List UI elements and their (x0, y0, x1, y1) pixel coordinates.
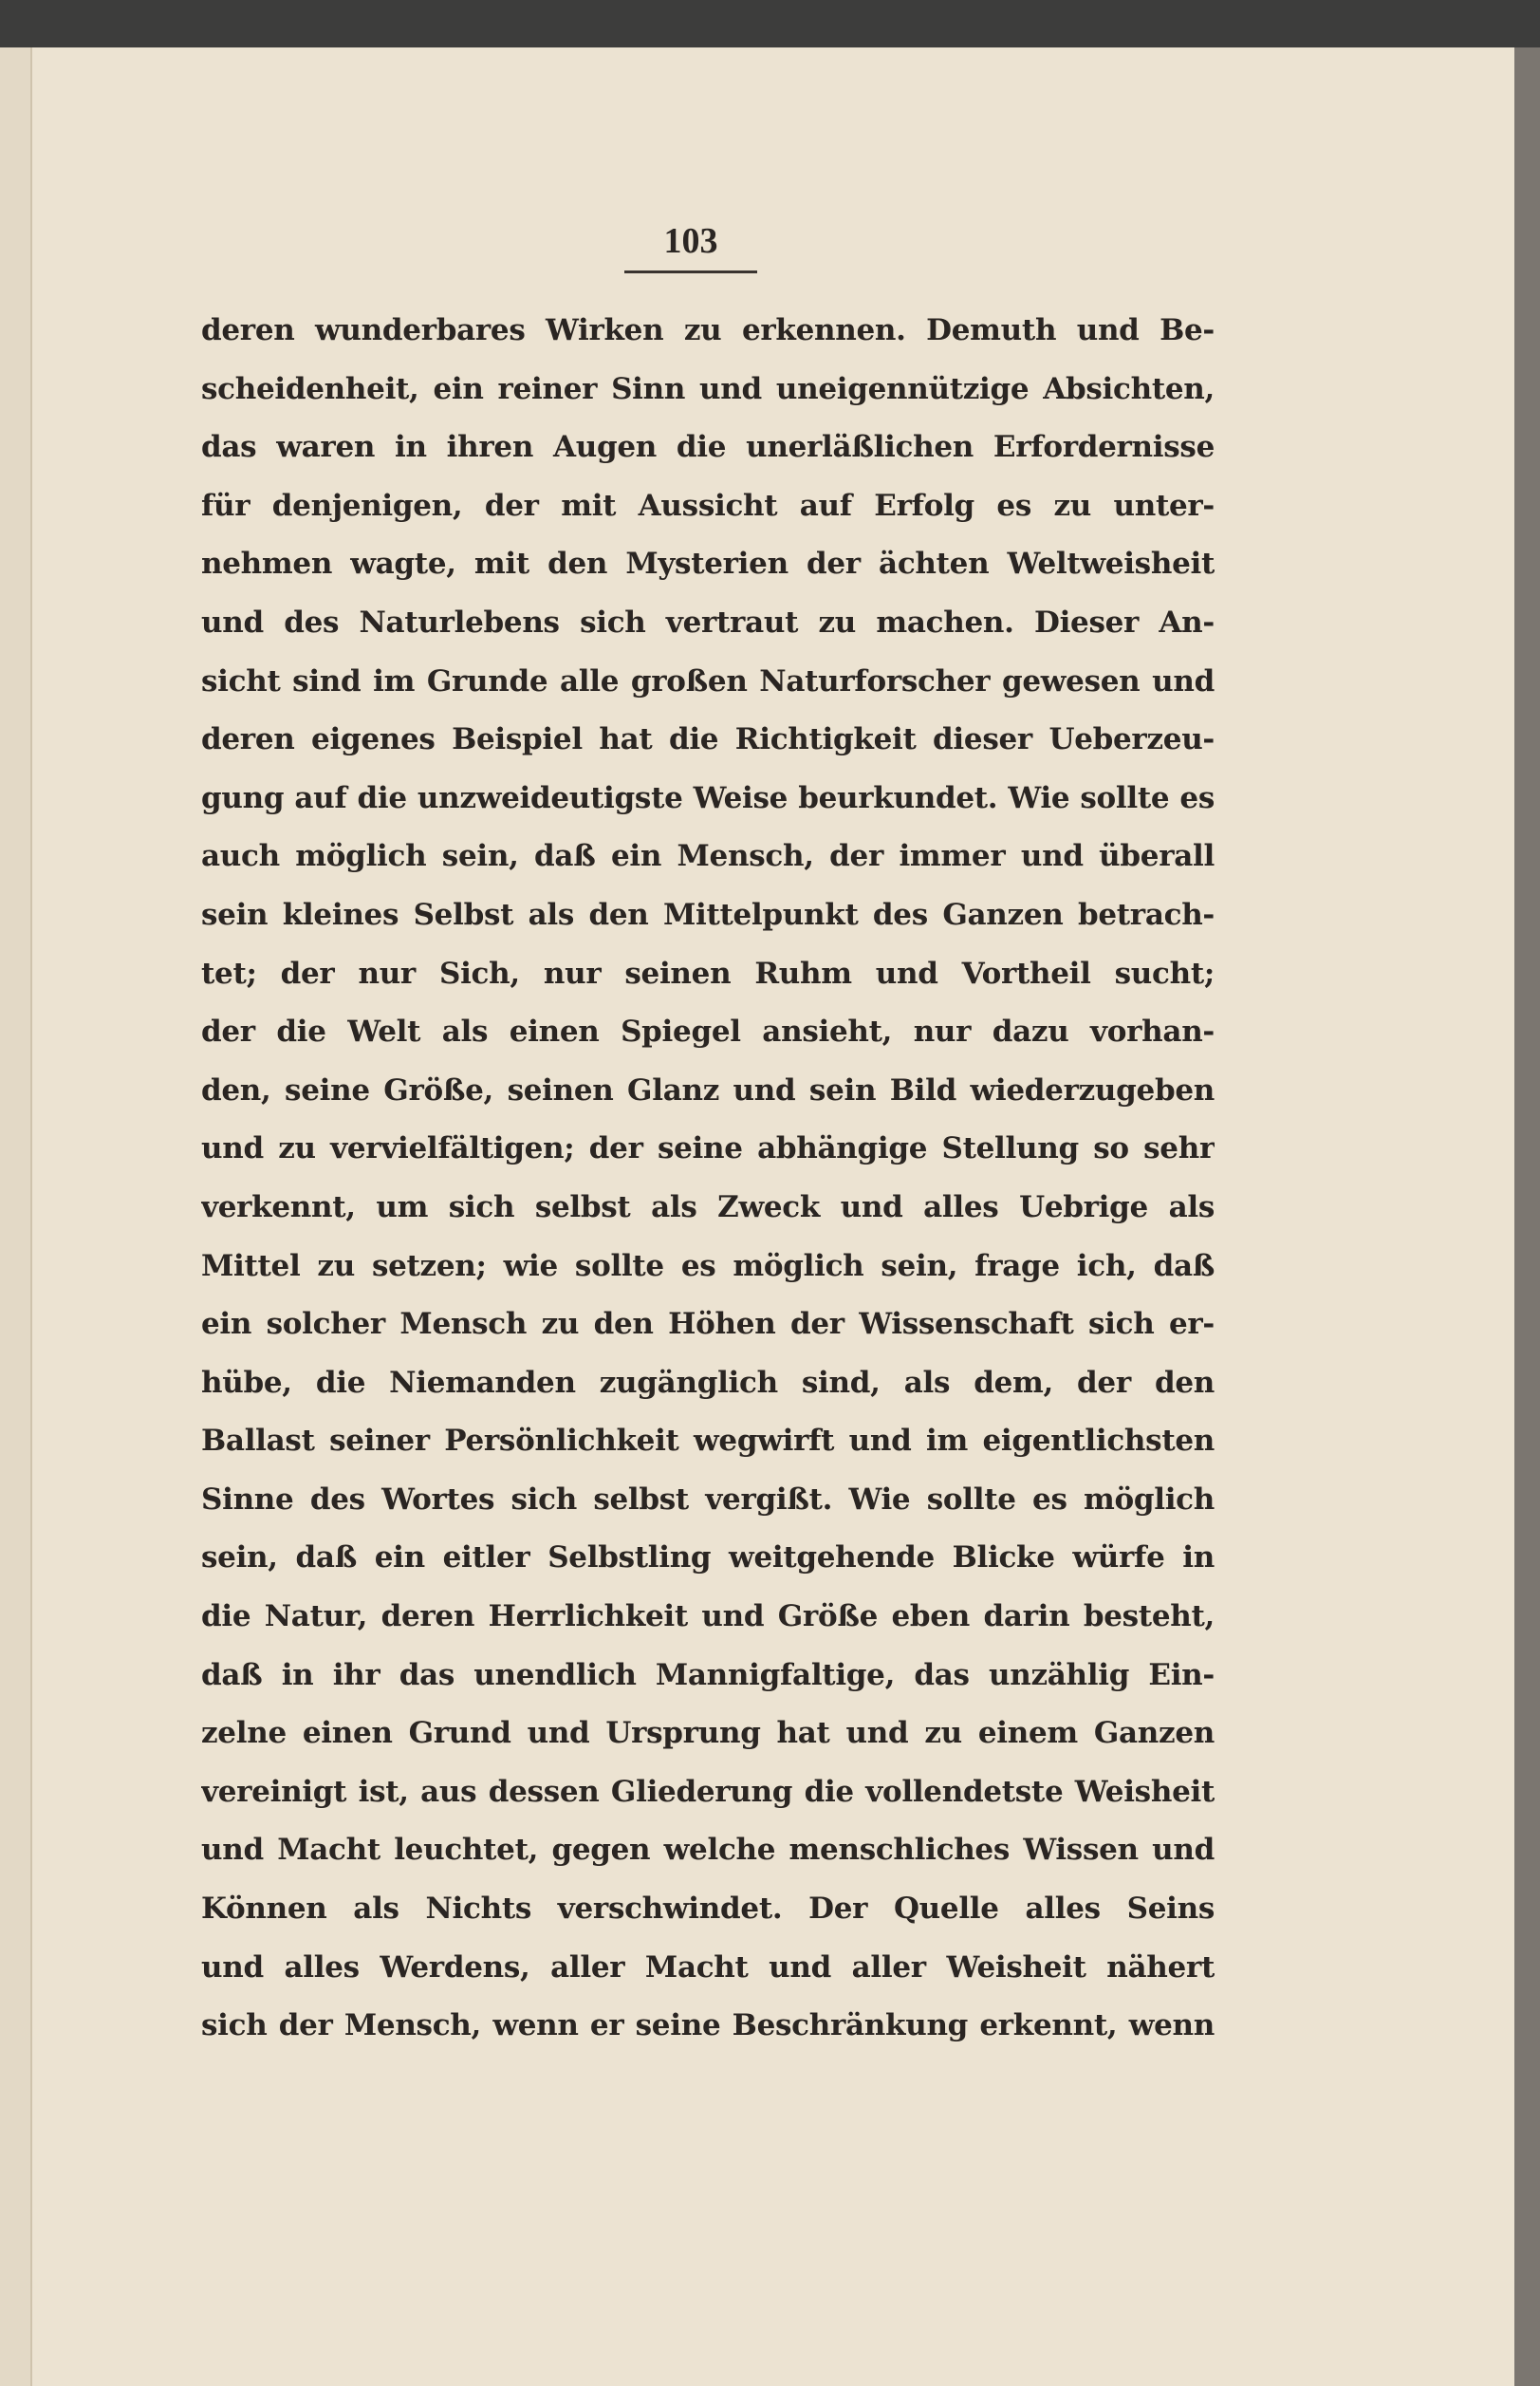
text-line: Sinne des Wortes sich selbst vergißt. Wie sollte es möglich (201, 1482, 1215, 1517)
text-line: scheidenheit, ein reiner Sinn und uneigennützige Absichten, (201, 371, 1215, 406)
text-line: Mittel zu setzen; wie sollte es möglich sein, frage ich, daß (201, 1248, 1215, 1283)
text-line: der die Welt als einen Spiegel ansieht, nur dazu vorhan- (201, 1015, 1215, 1050)
text-line: deren eigenes Beispiel hat die Richtigkeit dieser Ueberzeu- (201, 722, 1215, 757)
text-line: Ballast seiner Persönlichkeit wegwirft und im eigentlichsten (201, 1424, 1215, 1459)
text-line: und zu vervielfältigen; der seine abhängige Stellung so sehr (201, 1131, 1215, 1166)
text-line: und alles Werdens, aller Macht und aller Weisheit nähert (201, 1949, 1215, 1985)
text-line: zelne einen Grund und Ursprung hat und zu einem Ganzen (201, 1716, 1215, 1751)
text-line: sein kleines Selbst als den Mittelpunkt des Ganzen betrach- (201, 897, 1215, 932)
text-line: sich der Mensch, wenn er seine Beschränkung erkennt, wenn (201, 2008, 1215, 2043)
text-line: deren wunderbares Wirken zu erkennen. Demuth und Be- (201, 313, 1215, 347)
body-text (201, 302, 1215, 2056)
text-line: hübe, die Niemanden zugänglich sind, als dem, der den (201, 1365, 1215, 1400)
text-line: und des Naturlebens sich vertraut zu machen. Dieser An- (201, 605, 1215, 640)
facing-page-edge (0, 47, 32, 2386)
text-line: Können als Nichts verschwindet. Der Quelle alles Seins (201, 1892, 1215, 1927)
text-line: sicht sind im Grunde alle großen Naturforscher gewesen und (201, 663, 1215, 699)
text-line: den, seine Größe, seinen Glanz und sein Bild wiederzugeben (201, 1072, 1215, 1108)
text-line: verkennt, um sich selbst als Zweck und alles Uebrige als (201, 1189, 1215, 1224)
page-number: 103 (663, 221, 718, 261)
text-line: sein, daß ein eitler Selbstling weitgehende Blicke würfe in (201, 1540, 1215, 1575)
page-edge-shadow (1514, 47, 1540, 2386)
text-line: gung auf die unzweideutigste Weise beurkundet. Wie sollte es (201, 780, 1215, 815)
text-line: nehmen wagte, mit den Mysterien der ächten Weltweisheit (201, 547, 1215, 582)
text-line: vereinigt ist, aus dessen Gliederung die vollendetste Weisheit (201, 1774, 1215, 1809)
text-line: ein solcher Mensch zu den Höhen der Wissenschaft sich er- (201, 1307, 1215, 1342)
page-number-rule (624, 270, 757, 273)
text-line: das waren in ihren Augen die unerläßlichen Erfordernisse (201, 430, 1215, 465)
text-line: tet; der nur Sich, nur seinen Ruhm und Vortheil sucht; (201, 956, 1215, 991)
text-line: daß in ihr das unendlich Mannigfaltige, das unzählig Ein- (201, 1657, 1215, 1692)
text-line: für denjenigen, der mit Aussicht auf Erfolg es zu unter- (201, 488, 1215, 523)
text-line: auch möglich sein, daß ein Mensch, der immer und überall (201, 839, 1215, 874)
text-line: und Macht leuchtet, gegen welche menschliches Wissen und (201, 1833, 1215, 1868)
scanner-background (0, 0, 1540, 47)
text-line: die Natur, deren Herrlichkeit und Größe eben darin besteht, (201, 1599, 1215, 1634)
